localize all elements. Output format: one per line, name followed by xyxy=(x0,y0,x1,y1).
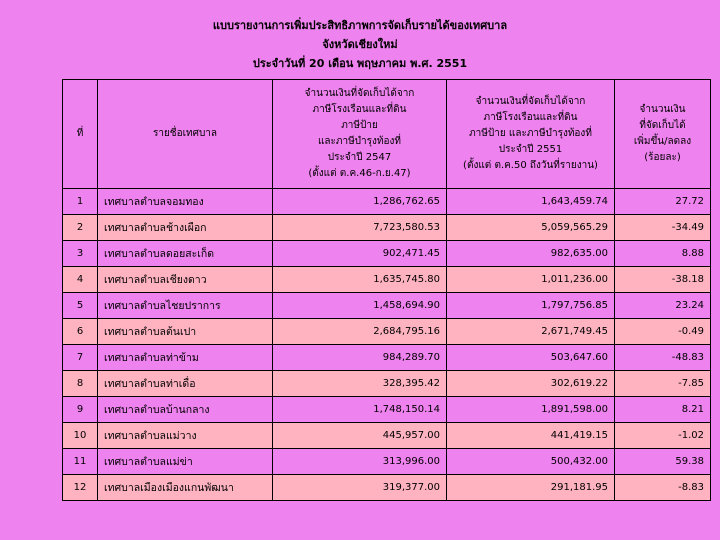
amount-2547: 1,635,745.80 xyxy=(273,267,447,293)
report-province: จังหวัดเชียงใหม่ xyxy=(322,38,398,51)
municipality-name: เทศบาลตำบลท่าข้าม xyxy=(98,345,273,371)
amount-2551: 1,643,459.74 xyxy=(447,189,615,215)
header-line: ที่จัดเก็บได้ xyxy=(639,120,686,131)
report-date: ประจำวันที่ 20 เดือน พฤษภาคม พ.ศ. 2551 xyxy=(252,57,468,70)
amount-2551: 5,059,565.29 xyxy=(447,215,615,241)
header-line: (ตั้งแต่ ต.ค.46-ก.ย.47) xyxy=(308,168,411,179)
col-header-name: รายชื่อเทศบาล xyxy=(98,80,273,189)
percent-change: -1.02 xyxy=(615,423,711,449)
amount-2547: 7,723,580.53 xyxy=(273,215,447,241)
amount-2551: 500,432.00 xyxy=(447,449,615,475)
header-line: (ร้อยละ) xyxy=(644,152,681,163)
percent-change: 8.88 xyxy=(615,241,711,267)
header-line: ภาษีป้าย xyxy=(341,120,378,131)
header-line: ภาษีป้าย และภาษีบำรุงท้องที่ xyxy=(469,128,592,139)
header-line: ประจำปี 2547 xyxy=(327,152,392,163)
percent-change: 59.38 xyxy=(615,449,711,475)
row-number: 7 xyxy=(63,345,98,371)
municipality-name: เทศบาลตำบลเชียงดาว xyxy=(98,267,273,293)
table-row xyxy=(63,189,711,215)
table-row xyxy=(63,319,711,345)
table-row xyxy=(63,345,711,371)
table-row xyxy=(63,267,711,293)
percent-change: 27.72 xyxy=(615,189,711,215)
header-line: จำนวนเงิน xyxy=(639,104,686,115)
row-number: 2 xyxy=(63,215,98,241)
percent-change: -7.85 xyxy=(615,371,711,397)
row-number: 12 xyxy=(63,475,98,501)
percent-change: 8.21 xyxy=(615,397,711,423)
municipality-name: เทศบาลตำบลช้างเผือก xyxy=(98,215,273,241)
table-row xyxy=(63,215,711,241)
amount-2547: 2,684,795.16 xyxy=(273,319,447,345)
row-number: 3 xyxy=(63,241,98,267)
amount-2547: 902,471.45 xyxy=(273,241,447,267)
col-header-2547 xyxy=(273,80,447,189)
table-row xyxy=(63,397,711,423)
header-line: เพิ่มขึ้น/ลดลง xyxy=(633,136,692,147)
table-row xyxy=(63,423,711,449)
amount-2551: 982,635.00 xyxy=(447,241,615,267)
header-line: ประจำปี 2551 xyxy=(498,144,563,155)
amount-2547: 445,957.00 xyxy=(273,423,447,449)
amount-2547: 319,377.00 xyxy=(273,475,447,501)
municipality-name: เทศบาลตำบลแม่วาง xyxy=(98,423,273,449)
municipality-name: เทศบาลตำบลไชยปราการ xyxy=(98,293,273,319)
percent-change: -0.49 xyxy=(615,319,711,345)
percent-change: -34.49 xyxy=(615,215,711,241)
row-number: 8 xyxy=(63,371,98,397)
amount-2547: 313,996.00 xyxy=(273,449,447,475)
table-row xyxy=(63,475,711,501)
percent-change: -38.18 xyxy=(615,267,711,293)
header-line: ภาษีโรงเรือนและที่ดิน xyxy=(483,112,578,123)
row-number: 10 xyxy=(63,423,98,449)
percent-change: -8.83 xyxy=(615,475,711,501)
col-header-2551 xyxy=(447,80,615,189)
row-number: 11 xyxy=(63,449,98,475)
table-row xyxy=(63,241,711,267)
amount-2547: 1,458,694.90 xyxy=(273,293,447,319)
municipality-name: เทศบาลตำบลจอมทอง xyxy=(98,189,273,215)
table-row xyxy=(63,449,711,475)
table-header-row xyxy=(63,80,711,189)
municipality-name: เทศบาลตำบลแม่ข่า xyxy=(98,449,273,475)
header-line: จำนวนเงินที่จัดเก็บได้จาก xyxy=(475,96,586,107)
row-number: 9 xyxy=(63,397,98,423)
municipality-name: เทศบาลตำบลบ้านกลาง xyxy=(98,397,273,423)
amount-2547: 984,289.70 xyxy=(273,345,447,371)
table-row xyxy=(63,371,711,397)
header-line: จำนวนเงินที่จัดเก็บได้จาก xyxy=(304,88,415,99)
amount-2551: 291,181.95 xyxy=(447,475,615,501)
header-line: ภาษีโรงเรือนและที่ดิน xyxy=(312,104,407,115)
header-line: และภาษีบำรุงท้องที่ xyxy=(317,136,402,147)
amount-2547: 1,748,150.14 xyxy=(273,397,447,423)
tax-collection-table xyxy=(62,79,711,501)
table-row xyxy=(63,293,711,319)
amount-2551: 2,671,749.45 xyxy=(447,319,615,345)
amount-2551: 441,419.15 xyxy=(447,423,615,449)
amount-2547: 1,286,762.65 xyxy=(273,189,447,215)
percent-change: 23.24 xyxy=(615,293,711,319)
municipality-name: เทศบาลตำบลท่าเดื่อ xyxy=(98,371,273,397)
header-line: (ตั้งแต่ ต.ค.50 ถึงวันที่รายงาน) xyxy=(463,160,598,171)
amount-2547: 328,395.42 xyxy=(273,371,447,397)
report-header xyxy=(0,16,720,73)
amount-2551: 1,797,756.85 xyxy=(447,293,615,319)
percent-change: -48.83 xyxy=(615,345,711,371)
row-number: 4 xyxy=(63,267,98,293)
row-number: 1 xyxy=(63,189,98,215)
row-number: 5 xyxy=(63,293,98,319)
col-header-change xyxy=(615,80,711,189)
report-title: แบบรายงานการเพิ่มประสิทธิภาพการจัดเก็บรายได้ของเทศบาล xyxy=(212,19,508,32)
amount-2551: 1,891,598.00 xyxy=(447,397,615,423)
row-number: 6 xyxy=(63,319,98,345)
municipality-name: เทศบาลเมืองเมืองแกนพัฒนา xyxy=(98,475,273,501)
municipality-name: เทศบาลตำบลดอยสะเก็ด xyxy=(98,241,273,267)
municipality-name: เทศบาลตำบลต้นเปา xyxy=(98,319,273,345)
amount-2551: 302,619.22 xyxy=(447,371,615,397)
amount-2551: 503,647.60 xyxy=(447,345,615,371)
col-header-no: ที่ xyxy=(63,80,98,189)
amount-2551: 1,011,236.00 xyxy=(447,267,615,293)
